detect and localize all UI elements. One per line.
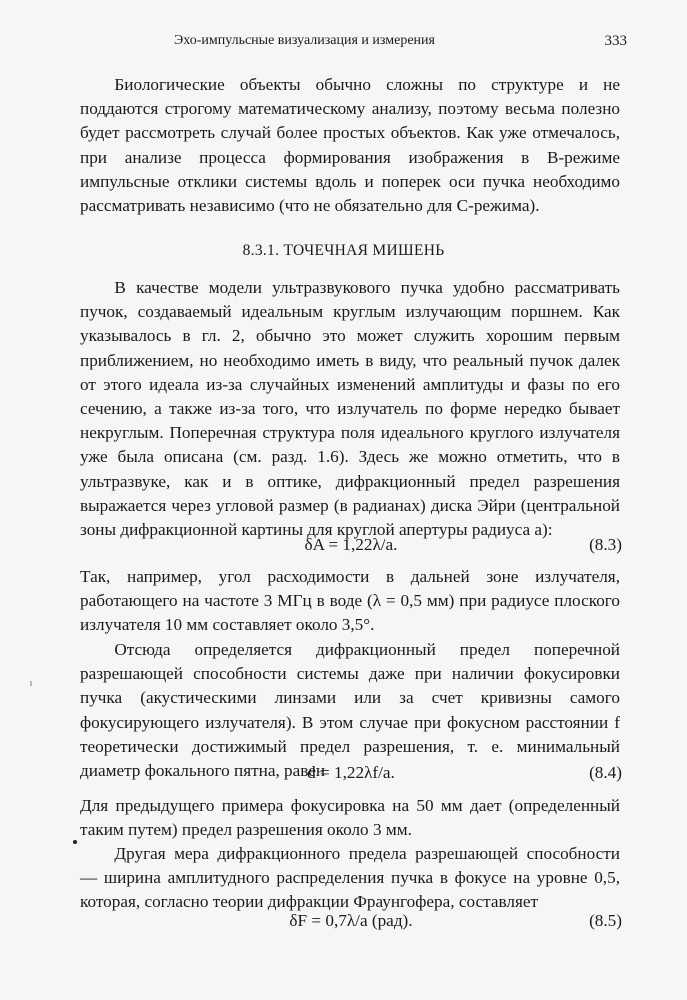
ink-dot — [73, 840, 77, 844]
equation-number: (8.4) — [589, 763, 622, 782]
page-number: 333 — [604, 33, 627, 49]
paragraph-model — [80, 276, 620, 542]
equation-number: (8.5) — [589, 911, 622, 930]
paragraph-2: В качестве модели ультразвукового пучка удобно рассматривать пучок, создаваемый идеальным круглым излучающим поршнем. Как указывалось в гл. 2, обычно это может служить хорошим первым приближением, но необходимо иметь в виду, что реальный пучок далек от этого идеала из-за случайных изменений амплитуды и фазы по его сечению, а также из-за того, что излучатель по форме нередко бывает некруглым. Поперечная структура поля идеального круглого излучателя уже была описана (см. разд. 1.6). Здесь же можно отметить, что в ультразвуке, как и в оптике, дифракционный предел разрешения выражается через угловой размер (в радианах) диска Эйри (центральной зоны дифракционной картины для круглой апертуры радиуса a): — [80, 278, 620, 540]
section-heading: 8.3.1. ТОЧЕЧНАЯ МИШЕНЬ — [242, 242, 445, 259]
equation-8-3 — [80, 535, 622, 559]
equation-8-5 — [80, 911, 622, 935]
paragraph-1: Биологические объекты обычно сложны по структуре и не поддаются строгому математическому анализу, поэтому весьма полезно будет рассмотреть случай более простых объектов. Как уже отмечалось, при анализе процесса формирования изображения в B-режиме импульсные отклики системы вдоль и поперек оси пучка необходимо рассматривать независимо (что не обязательно для C-режима). — [80, 75, 620, 216]
paragraph-6: Другая мера дифракционного предела разрешающей способности — ширина амплитудного распределения пучка в фокусе на уровне 0,5, которая, согласно теории дифракции Фраунгофера, составляет — [80, 844, 620, 912]
margin-mark — [30, 681, 32, 686]
paragraph-5: Для предыдущего примера фокусировка на 50 мм дает (определенный таким путем) предел разрешения около 3 мм. — [80, 796, 620, 840]
paragraph-result — [80, 794, 620, 842]
paragraph-example — [80, 565, 620, 638]
paragraph-3: Так, например, угол расходимости в дальней зоне излучателя, работающего на частоте 3 МГц в воде (λ = 0,5 мм) при радиусе плоского излучателя 10 мм составляет около 3,5°. — [80, 567, 620, 635]
running-title: Эхо-импульсные визуализация и измерения — [174, 33, 435, 48]
page-header — [80, 33, 627, 55]
equation-formula: δA = 1,22λ/a. — [304, 535, 398, 554]
paragraph-focus — [80, 638, 620, 783]
equation-formula: δF = 0,7λ/a (рад). — [289, 911, 413, 930]
equation-formula: d = 1,22λf/a. — [307, 763, 395, 782]
paragraph-intro — [80, 73, 620, 218]
paragraph-fraunhofer — [80, 842, 620, 915]
equation-number: (8.3) — [589, 535, 622, 554]
equation-8-4 — [80, 763, 622, 787]
paragraph-4: Отсюда определяется дифракционный предел поперечной разрешающей способности системы даже при наличии фокусировки пучка (акустическими линзами или за счет кривизны самого фокусирующего излучателя). В этом случае при фокусном расстоянии f теоретически достижимый предел разрешения, т. е. минимальный диаметр фокального пятна, равен — [80, 640, 620, 781]
